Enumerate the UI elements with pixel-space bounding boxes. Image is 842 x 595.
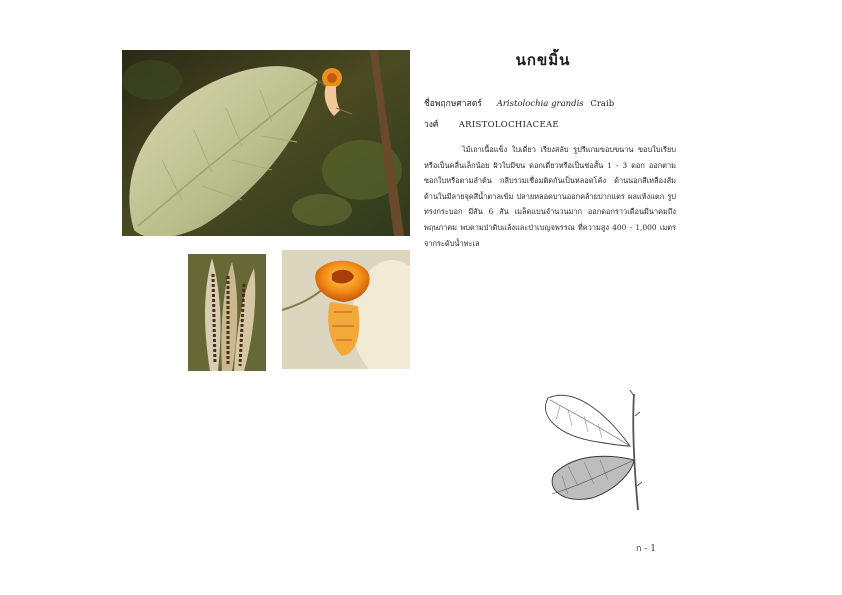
flower-closeup-photo [282, 250, 410, 369]
family-name: ARISTOLOCHIACEAE [458, 120, 559, 130]
botanical-drawing [538, 386, 644, 514]
page-number: ก - 1 [636, 544, 656, 554]
family-row [424, 117, 559, 131]
leaf-flower-photo [122, 50, 410, 236]
scientific-name: Aristolochia grandis [496, 99, 584, 109]
family-label: วงศ์ [424, 120, 439, 130]
scientific-author: Craib [590, 99, 615, 109]
description-paragraph: ไม้เถาเนื้อแข็ง ใบเดี่ยว เรียงสลับ รูปรีแกมขอบขนาน ขอบใบเรียบหรือเป็นคลื่นเล็กน้อย ผิวใบมีขน ดอกเดี่ยวหรือเป็นช่อสั้น 1 - 3 ดอก ออกตามซอกใบหรือตามลำต้น กลีบรวมเชื่อมติดกันเป็นหลอดโค้ง ด้านนอกสีเหลืองส้ม ด้านในมีลายจุดสีน้ำตาลเข้ม ปลายหลอดบานออกคล้ายปากแตร ผลแห้งแตก รูปทรงกระบอก มีสัน 6 สัน เมล็ดแบนจำนวนมาก ออกดอกราวเดือนมีนาคมถึงพฤษภาคม พบตามป่าดิบแล้งและป่าเบญจพรรณ ที่ความสูง 400 - 1,000 เมตรจากระดับน้ำทะเล [424, 145, 676, 248]
scientific-name-row [424, 96, 614, 110]
scientific-name-label: ชื่อพฤกษศาสตร์ [424, 99, 482, 109]
seed-pods-photo [188, 254, 266, 371]
page-title: นกขมิ้น [515, 51, 571, 69]
